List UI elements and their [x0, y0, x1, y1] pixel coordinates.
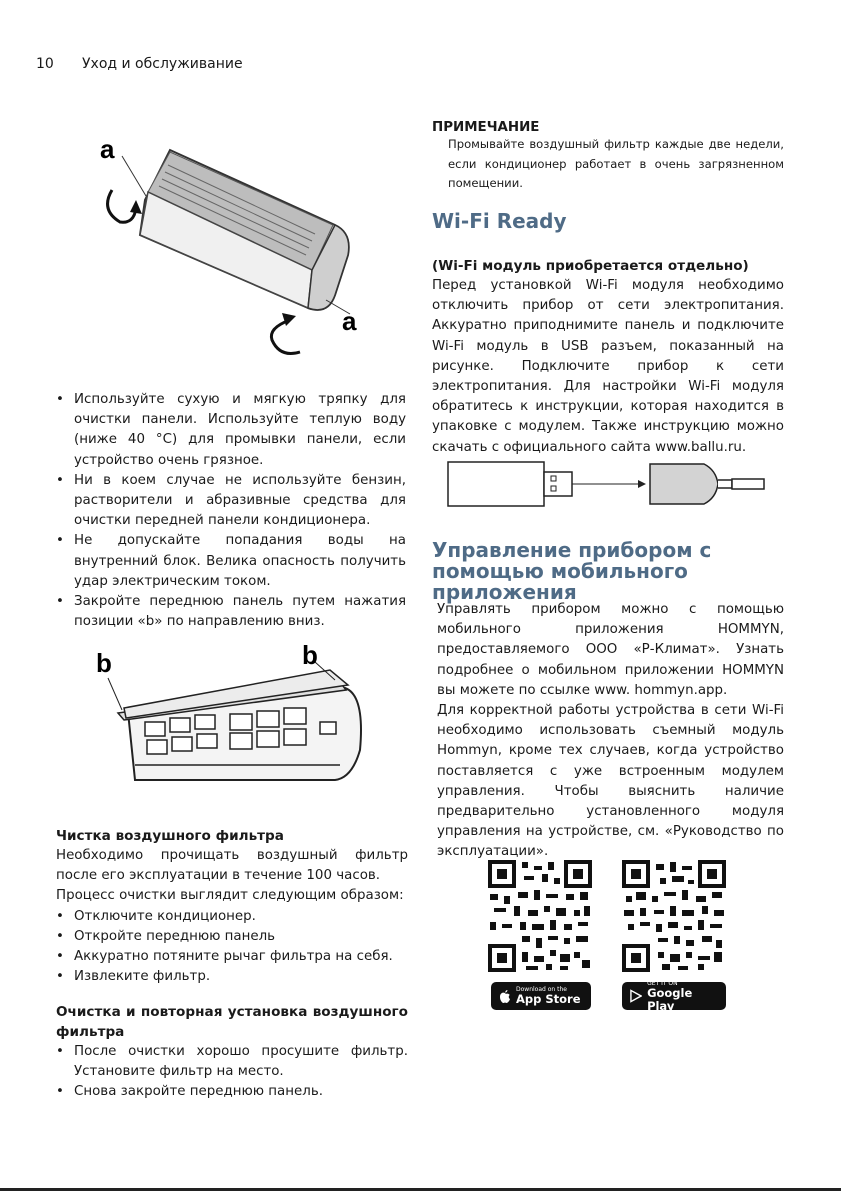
list-item: • Снова закройте переднюю панель. [56, 1082, 408, 1102]
google-play-badge[interactable] [622, 979, 726, 1013]
reinstall-title: Очистка и повторная установка воздушного фильтра [56, 1004, 408, 1040]
label-a-bottom: a [342, 306, 357, 336]
note-text: Промывайте воздушный фильтр каждые две недели, если кондиционер работает в очень загрязненном помещении. [448, 137, 784, 190]
list-item: • Извлеките фильтр. [56, 967, 408, 987]
filter-cleaning-section [56, 826, 408, 987]
app-para1: Управлять прибором можно с помощью мобильного приложения HOMMYN, предоставляемого ООО «Р-Климат». Узнать подробнее о мобильном приложении HOMMYN вы можете по ссылке www. hommyn.app. [437, 602, 784, 698]
reinstall-section [56, 1002, 408, 1103]
app-section [437, 600, 784, 863]
wifi-title: Wi-Fi Ready [432, 209, 567, 233]
label-b-left: b [96, 648, 112, 678]
wifi-subtitle: (Wi-Fi модуль приобретается отдельно) [432, 258, 749, 274]
apple-icon [499, 989, 511, 1004]
list-item: • Аккуратно потяните рычаг фильтра на себя. [56, 947, 408, 967]
gplay-badge-big-text: Google Play [647, 985, 693, 1013]
app-store-badge[interactable] [491, 982, 591, 1010]
appstore-qr-code [488, 860, 592, 972]
filter-cleaning-title: Чистка воздушного фильтра [56, 828, 284, 844]
appstore-badge-small-text: Download on the [516, 986, 567, 993]
list-item: • Не допускайте попадания воды на внутренний блок. Велика опасность получить удар электрическим током. [56, 531, 406, 592]
note-block [432, 120, 784, 194]
app-para2: Для корректной работы устройства в сети Wi-Fi необходимо использовать съемный модуль Hommyn, кроме тех случаев, когда устройство поставляется с уже встроенным модулем управления. Чтобы выяснить наличие предварительно установленного модуля управления на устройстве, см. «Руководство по эксплуатации». [437, 703, 784, 860]
app-title: Управление прибором с помощью мобильного приложения [432, 538, 712, 604]
reinstall-steps-list [56, 1042, 408, 1103]
note-title: ПРИМЕЧАНИЕ [432, 120, 540, 135]
label-b-right: b [302, 640, 318, 670]
gplay-badge-small-text: GET IT ON [647, 979, 678, 987]
ac-unit-illustration-b [90, 640, 380, 790]
appstore-badge-big-text: App Store [516, 992, 581, 1006]
filter-steps-list [56, 907, 408, 988]
usb-module-illustration [446, 456, 766, 512]
filter-cleaning-para1: Необходимо прочищать воздушный фильтр после его эксплуатации в течение 100 часов. [56, 848, 408, 884]
list-item: • Закройте переднюю панель путем нажатия позиции «b» по направлению вниз. [56, 592, 406, 632]
list-item: • Используйте сухую и мягкую тряпку для очистки панели. Используйте теплую воду (ниже 40 °C) для промывки панели, если устройство очень грязное. [56, 390, 406, 471]
list-item: • Ни в коем случае не используйте бензин, растворители и абразивные средства для очистки передней панели кондиционера. [56, 471, 406, 532]
wifi-section [432, 256, 784, 458]
list-item: • Отключите кондиционер. [56, 907, 408, 927]
list-item: • После очистки хорошо просушите фильтр. Установите фильтр на место. [56, 1042, 408, 1082]
filter-cleaning-para2: Процесс очистки выглядит следующим образом: [56, 888, 404, 904]
label-a-top: a [100, 134, 115, 164]
section-title: Уход и обслуживание [82, 56, 243, 72]
play-icon [630, 989, 642, 1003]
list-item: • Откройте переднюю панель [56, 927, 408, 947]
care-instructions-list [56, 390, 406, 632]
page-number: 10 [36, 56, 54, 72]
googleplay-qr-code [622, 860, 726, 972]
wifi-text: Перед установкой Wi-Fi модуля необходимо отключить прибор от сети электропитания. Аккуратно приподнимите панель и подключите Wi-Fi модуль в USB разъем, показанный на рисунке. Подключите прибор к сети электропитания. Для настройки Wi-Fi модуля обратитесь к инструкции, которая находится в упаковке с модулем. Также инструкцию можно скачать с официального сайта www.ballu.ru. [432, 278, 784, 455]
ac-unit-illustration-a [90, 130, 380, 360]
